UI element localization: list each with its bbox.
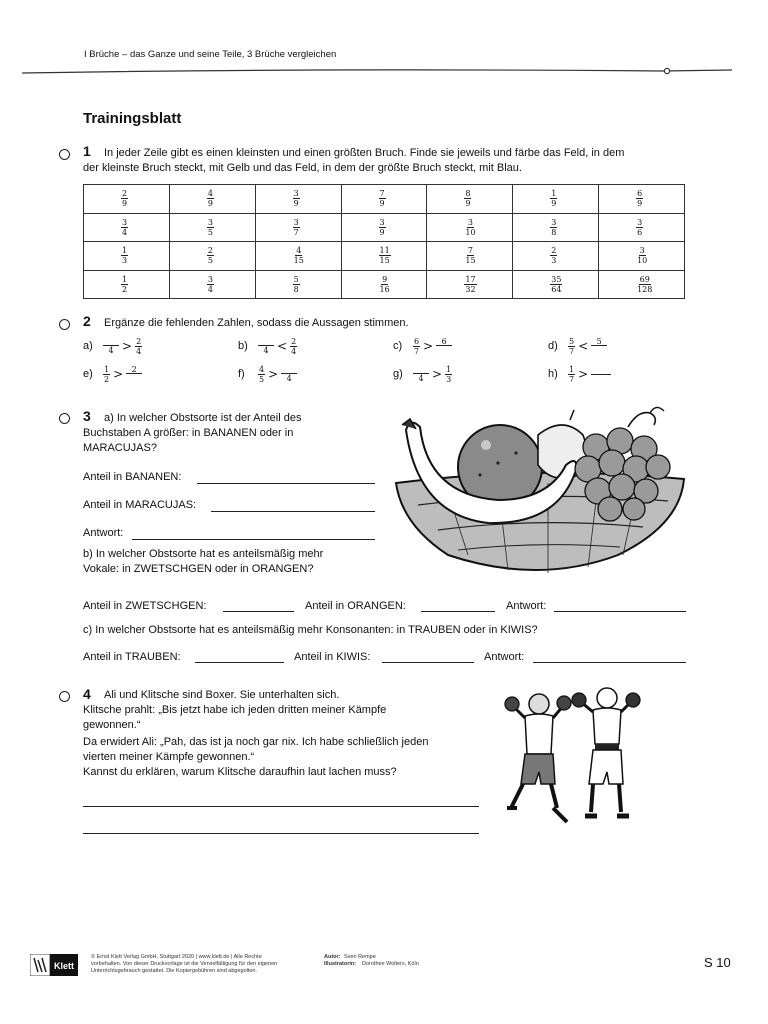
fraction-table-row — [84, 270, 685, 299]
fraction: $\frac{2}{9}$ — [122, 189, 128, 209]
fraction: $\frac{3}{4}$ — [122, 217, 128, 237]
task-4-line5: vierten meiner Kämpfe gewonnen.“ — [83, 751, 255, 763]
task-2e-right-fraction[interactable]: 2 — [126, 365, 142, 383]
task-2h-blank[interactable] — [591, 374, 611, 375]
task-2g: g) 4 > $\frac{1}{3}$ — [393, 364, 452, 384]
fraction-cell[interactable] — [169, 185, 255, 214]
label-antwort-a: Antwort: — [83, 527, 124, 539]
label-zwetschgen: Anteil in ZWETSCHGEN: — [83, 600, 207, 612]
task-2g-left-fraction[interactable]: 4 — [413, 365, 429, 383]
label-bananen: Anteil in BANANEN: — [83, 471, 182, 483]
task-3b-line2: Vokale: in ZWETSCHGEN oder in ORANGEN? — [83, 563, 314, 575]
task-2e: e) $\frac{1}{2}$ > 2 — [83, 362, 142, 386]
fraction-cell[interactable] — [513, 185, 599, 214]
fraction-table-row — [84, 185, 685, 214]
fraction: $\frac{3}{9}$ — [379, 217, 385, 237]
klett-logo — [30, 954, 78, 976]
fraction-cell[interactable] — [341, 242, 427, 271]
answer-line-bananen[interactable] — [197, 483, 375, 484]
fraction: $\frac{69}{128}$ — [637, 274, 653, 294]
task-2b: b) 4 < $\frac{2}{4}$ — [238, 336, 297, 356]
fraction-cell[interactable] — [341, 270, 427, 299]
fraction-cell[interactable] — [255, 185, 341, 214]
fraction: $\frac{3}{10}$ — [465, 217, 476, 237]
fraction-cell[interactable] — [513, 213, 599, 242]
fraction-cell[interactable] — [513, 270, 599, 299]
answer-line-antwort-a[interactable] — [132, 539, 375, 540]
task-2d-right-fraction[interactable]: 5 — [591, 337, 607, 355]
label-kiwis: Anteil in KIWIS: — [294, 651, 371, 663]
fraction-table — [83, 184, 685, 299]
fraction: $\frac{3}{8}$ — [551, 217, 557, 237]
label-trauben: Anteil in TRAUBEN: — [83, 651, 181, 663]
fraction-cell[interactable] — [169, 242, 255, 271]
task-3a-line3: MARACUJAS? — [83, 442, 157, 454]
task-2c-right-fraction[interactable]: 6 — [436, 337, 452, 355]
task-4-line1: Ali und Klitsche sind Boxer. Sie unterhalten sich. — [104, 689, 340, 701]
fraction: $\frac{4}{15}$ — [293, 246, 304, 266]
answer-line-antwort-c[interactable] — [533, 662, 686, 663]
answer-line-trauben[interactable] — [195, 662, 284, 663]
author-label: Autor: — [324, 954, 341, 960]
fraction-cell[interactable] — [341, 185, 427, 214]
author-name: Sven Rempe — [344, 954, 376, 960]
fraction: $\frac{7}{9}$ — [379, 189, 385, 209]
fraction: $\frac{5}{8}$ — [293, 274, 299, 294]
fraction-cell[interactable] — [255, 270, 341, 299]
fraction: $\frac{8}{9}$ — [465, 189, 471, 209]
fraction: $\frac{3}{10}$ — [637, 246, 648, 266]
answer-line-task4-2[interactable] — [83, 833, 479, 834]
fraction: $\frac{1}{9}$ — [551, 189, 557, 209]
fraction-cell[interactable] — [341, 213, 427, 242]
fraction: $\frac{3}{5}$ — [207, 217, 213, 237]
fraction: $\frac{2}{5}$ — [207, 246, 213, 266]
answer-line-kiwis[interactable] — [382, 662, 474, 663]
fraction-cell[interactable] — [427, 242, 513, 271]
copyright-line3: Unterrichtsgebrauch gestattet. Die Kopiergebühren sind abgegolten. — [91, 968, 258, 974]
task-3a-line2: Buchstaben A größer: in BANANEN oder in — [83, 427, 294, 439]
fraction: $\frac{3}{9}$ — [293, 189, 299, 209]
fraction-cell[interactable] — [599, 185, 685, 214]
fraction-cell[interactable] — [599, 242, 685, 271]
answer-line-zwetschgen[interactable] — [223, 611, 294, 612]
task-2-text: Ergänze die fehlenden Zahlen, sodass die Aussagen stimmen. — [104, 317, 409, 329]
running-header: I Brüche – das Ganze und seine Teile, 3 Brüche vergleichen — [84, 49, 337, 60]
task-2f: f) $\frac{4}{5}$ > 4 — [238, 362, 297, 386]
fraction-cell[interactable] — [513, 242, 599, 271]
task-1-number: 1 — [83, 143, 91, 159]
label-maracujas: Anteil in MARACUJAS: — [83, 499, 197, 511]
task-1-text-line2: der kleinste Bruch steckt, mit Gelb und das Feld, in dem der größte Bruch steckt, mit Blau. — [83, 162, 522, 174]
fraction-cell[interactable] — [427, 185, 513, 214]
header-rule — [22, 64, 732, 78]
boxers-illustration — [497, 684, 657, 826]
task-4-checkbox[interactable] — [59, 691, 70, 702]
task-3a-line1: a) In welcher Obstsorte ist der Anteil des — [104, 412, 302, 424]
fraction: $\frac{1}{2}$ — [122, 274, 128, 294]
task-4-number: 4 — [83, 686, 91, 702]
fruit-bowl-illustration — [388, 405, 688, 585]
fraction-cell[interactable] — [255, 242, 341, 271]
fraction-cell[interactable] — [84, 242, 170, 271]
label-antwort-b: Antwort: — [506, 600, 547, 612]
fraction-cell[interactable] — [255, 213, 341, 242]
page-title: Trainingsblatt — [83, 110, 182, 127]
fraction-cell[interactable] — [84, 185, 170, 214]
fraction-cell[interactable] — [599, 270, 685, 299]
page-number: S 10 — [704, 955, 731, 970]
fraction-cell[interactable] — [169, 270, 255, 299]
task-2a-left-fraction[interactable]: 4 — [103, 337, 119, 355]
task-2-checkbox[interactable] — [59, 319, 70, 330]
illustrator-name: Dorothee Wolters, Köln — [362, 961, 419, 967]
fraction: $\frac{3}{7}$ — [293, 217, 299, 237]
task-3b-line1: b) In welcher Obstsorte hat es anteilsmäßig mehr — [83, 548, 324, 560]
task-2d: d) $\frac{5}{7}$ < 5 — [548, 334, 607, 358]
fraction-cell[interactable] — [599, 213, 685, 242]
fraction: $\frac{2}{3}$ — [551, 246, 557, 266]
task-3-checkbox[interactable] — [59, 413, 70, 424]
fraction-cell[interactable] — [84, 213, 170, 242]
task-4-line2: Klitsche prahlt: „Bis jetzt habe ich jeden dritten meiner Kämpfe — [83, 704, 387, 716]
task-2b-left-fraction[interactable]: 4 — [258, 337, 274, 355]
task-3c-line: c) In welcher Obstsorte hat es anteilsmäßig mehr Konsonanten: in TRAUBEN oder in KIWIS? — [83, 624, 538, 636]
label-antwort-c: Antwort: — [484, 651, 525, 663]
fraction: $\frac{17}{32}$ — [465, 274, 476, 294]
copyright-line2: vorbehalten. Von dieser Druckvorlage ist die Vervielfältigung für den eigenen — [91, 961, 278, 967]
fraction-table-row — [84, 213, 685, 242]
fraction: $\frac{6}{9}$ — [637, 189, 643, 209]
fraction: $\frac{1}{3}$ — [122, 246, 128, 266]
copyright-line1: © Ernst Klett Verlag GmbH, Stuttgart 2020 | www.klett.de | Alle Rechte — [91, 954, 262, 960]
task-1-checkbox[interactable] — [59, 149, 70, 160]
answer-line-antwort-b[interactable] — [554, 611, 686, 612]
fraction-cell[interactable] — [84, 270, 170, 299]
task-3-number: 3 — [83, 408, 91, 424]
fraction: $\frac{4}{9}$ — [207, 189, 213, 209]
fraction: $\frac{35}{64}$ — [551, 274, 562, 294]
answer-line-task4-1[interactable] — [83, 806, 479, 807]
answer-line-orangen[interactable] — [421, 611, 495, 612]
task-1-text-line1: In jeder Zeile gibt es einen kleinsten und einen größten Bruch. Finde sie jeweils und färbe das Feld, in dem — [104, 147, 625, 159]
fraction: $\frac{3}{4}$ — [207, 274, 213, 294]
fraction: $\frac{11}{15}$ — [379, 246, 390, 266]
fraction-cell[interactable] — [169, 213, 255, 242]
task-2f-right-fraction[interactable]: 4 — [281, 365, 297, 383]
fraction: $\frac{7}{15}$ — [465, 246, 476, 266]
task-2-number: 2 — [83, 313, 91, 329]
task-4-line6: Kannst du erklären, warum Klitsche daraufhin laut lachen muss? — [83, 766, 397, 778]
task-4-line4: Da erwidert Ali: „Pah, das ist ja noch gar nix. Ich habe schließlich jeden — [83, 736, 429, 748]
answer-line-maracujas[interactable] — [211, 511, 375, 512]
fraction-cell[interactable] — [427, 213, 513, 242]
fraction-table-row — [84, 242, 685, 271]
task-2h: h) $\frac{1}{7}$ > — [548, 362, 611, 386]
task-2a: a) 4 > $\frac{2}{4}$ — [83, 336, 142, 356]
illustrator-label: Illustratorin: — [324, 961, 357, 967]
fraction: $\frac{3}{6}$ — [637, 217, 643, 237]
label-orangen: Anteil in ORANGEN: — [305, 600, 406, 612]
fraction-cell[interactable] — [427, 270, 513, 299]
fraction: $\frac{9}{16}$ — [379, 274, 390, 294]
task-4-line3: gewonnen.“ — [83, 719, 141, 731]
task-2c: c) $\frac{6}{7}$ > 6 — [393, 334, 452, 358]
svg-text:Klett: Klett — [54, 961, 74, 971]
